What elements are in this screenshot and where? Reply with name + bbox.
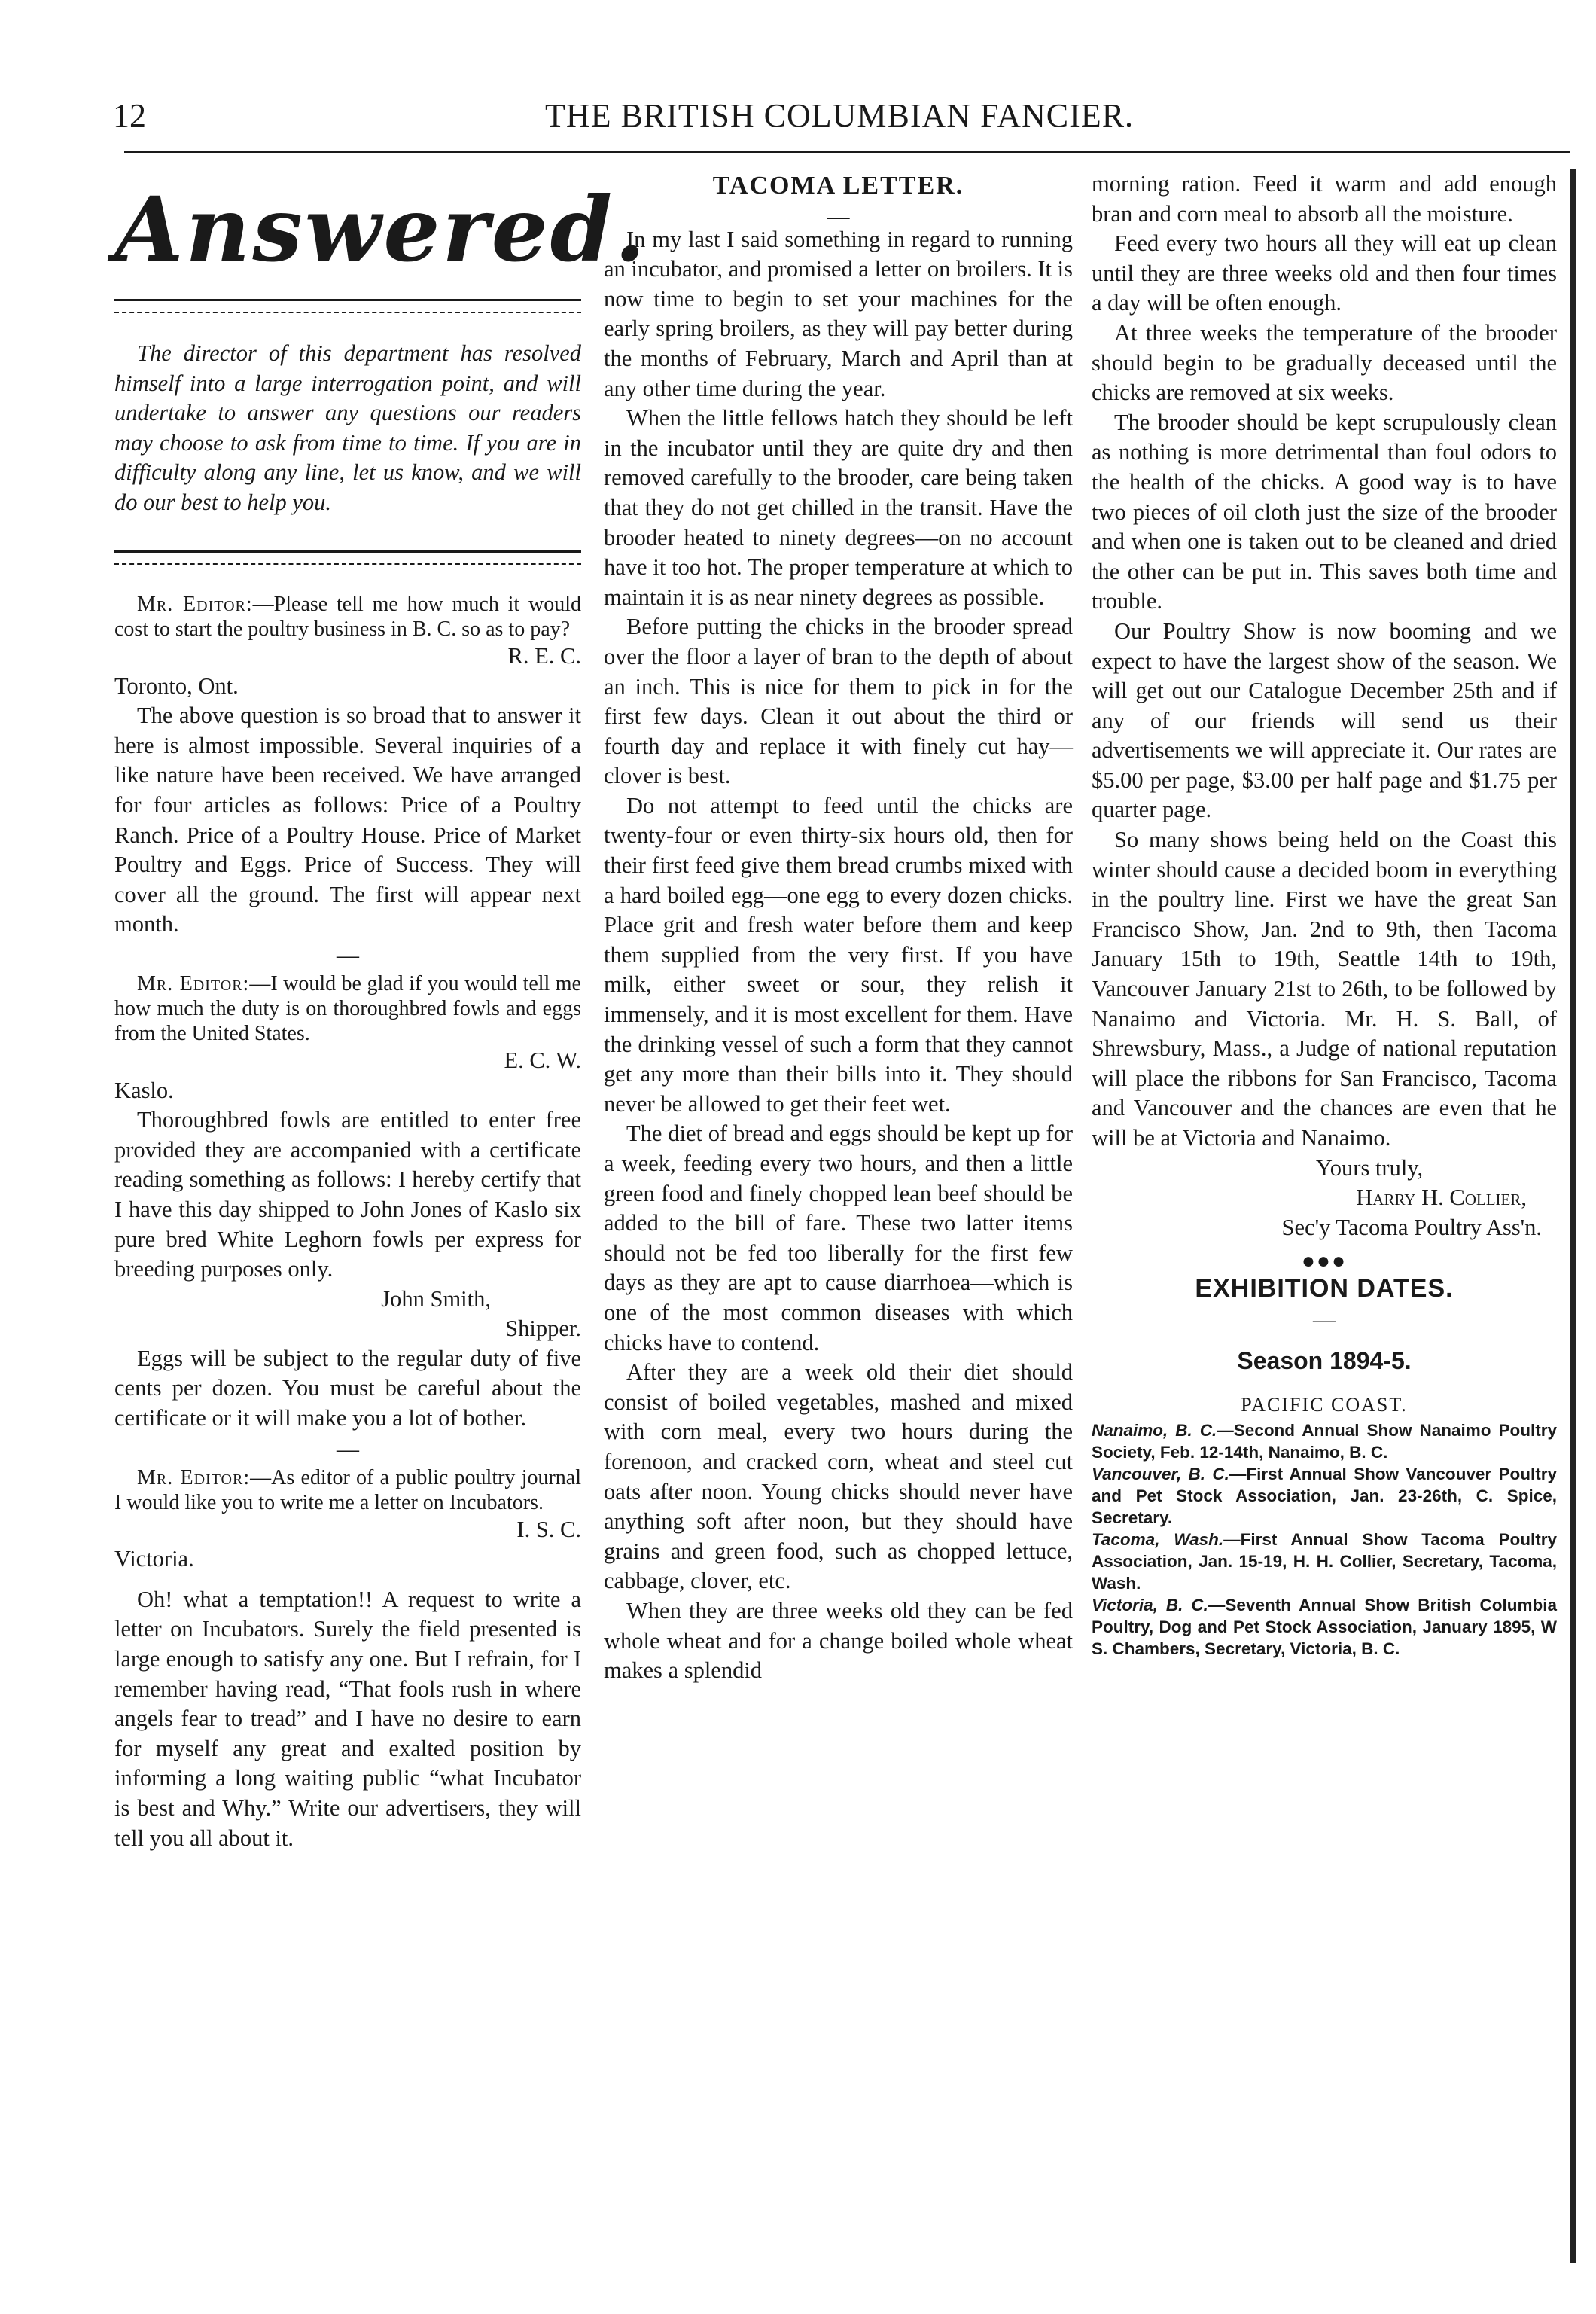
question-2 [114,971,581,1046]
exhibition-entry [1092,1463,1557,1529]
header-rule [124,151,1570,153]
letter-closing: Yours truly, [1315,1154,1424,1181]
answer-1: The above question is so broad that to answer it here is almost impossible. Several inquiries of a like nature have been received. We have arranged for four articles as follows: Price of a Poultry Ranch. Price of a Poultry House. Price of Market Poultry and Eggs. Price of Success. They will cover all the ground. The first will appear next month. [114,703,581,937]
question-text: —Please tell me how much it would cost to start the poultry business in B. C. so as to pay? [114,593,581,641]
column-answered [114,169,648,1853]
tacoma-paragraph: When they are three weeks old they can be fed whole wheat and for a change boiled whole wheat makes a splendid [604,1597,1073,1684]
tacoma-paragraph: The brooder should be kept scrupulously clean as nothing is more detrimental than foul odors to the health of the chicks. A good way is to have two pieces of oil cloth just the size of the brooder and when one is taken out to be cleaned and dried the other can be put in. This saves both time and trouble. [1092,409,1557,614]
question-signature: R. E. C. [507,643,581,669]
ornamental-rule [114,299,581,313]
letter-signer: Harry H. Collier, [1356,1184,1527,1211]
question-salutation: Mr. Editor: [137,1465,251,1489]
answered-heading: Answered. [114,177,648,282]
exhibition-place: Victoria, B. C. [1092,1596,1208,1615]
department-intro: The director of this department has resolved himself into a large interrogation point, and will undertake to answer any questions our readers may choose to ask from time to time. If you are in difficulty along any line, let us know, and we will do our best to help you. [114,340,581,515]
question-place: Kaslo. [114,1077,174,1103]
tacoma-paragraph: At three weeks the temperature of the brooder should begin to be gradually deceased until the chicks are removed at six weeks. [1092,319,1557,406]
question-3 [114,1465,581,1515]
exhibition-entry [1092,1594,1557,1660]
separator-dash: — [337,1436,359,1462]
question-signature: I. S. C. [516,1516,581,1542]
answer-2-continued: Eggs will be subject to the regular duty of five cents per dozen. You must be careful about the certificate or it will make you a lot of bother. [114,1345,581,1431]
season-heading: Season 1894-5. [1237,1346,1412,1374]
page-header [113,96,1566,140]
question-place: Victoria. [114,1546,194,1572]
question-1 [114,592,581,642]
ornamental-rule [114,550,581,565]
question-salutation: Mr. Editor: [137,593,253,616]
certificate-signature-role: Shipper. [505,1316,581,1342]
exhibition-dates-heading: EXHIBITION DATES. [1195,1274,1454,1303]
question-place: Toronto, Ont. [114,672,239,699]
answer-2: Thoroughbred fowls are entitled to enter free provided they are accompanied with a certificate reading something as follows: I hereby certify that I have this day shipped to John Jones of Kaslo six pure bred White Leghorn fowls per express for breeding purposes only. [114,1107,581,1282]
exhibition-entry [1092,1529,1557,1594]
tacoma-paragraph: morning ration. Feed it warm and add enough bran and corn meal to absorb all the moisture. [1092,171,1557,227]
letter-signer-title: Sec'y Tacoma Poultry Ass'n. [1281,1214,1542,1240]
exhibition-list [1092,1419,1557,1660]
tacoma-paragraph: After they are a week old their diet should consist of boiled vegetables, mashed and mixed with corn meal, every two hours during the forenoon, and cracked corn, wheat and steel cut oats after noon. Young chicks should never have anything soft after noon, but they should have grains and green food, such as chopped lettuce, cabbage, clover, etc. [604,1359,1073,1594]
region-heading: PACIFIC COAST. [1241,1393,1408,1416]
tacoma-paragraph: Feed every two hours all they will eat up clean until they are three weeks old and then four times a day will be often enough. [1092,230,1557,316]
running-title: THE BRITISH COLUMBIAN FANCIER. [544,97,1135,134]
tacoma-paragraph: Our Poultry Show is now booming and we expect to have the largest show of the season. We will get out our Catalogue December 25th and if any of our friends will send us their advertisements we will appreciate it. Our rates are $5.00 per page, $3.00 per half page and $1.75 per quarter page. [1092,617,1557,823]
answer-3: Oh! what a temptation!! A request to write a letter on Incubators. Surely the field presented is large enough to satisfy any one. But I refrain, for I remember having read, “That fools rush in where angels fear to tread” and I have no desire to earn for myself any great and exalted position by informing a long waiting public “what Incubator is best and Why.” Write our advertisers, they will tell you all about it. [114,1586,581,1851]
exhibition-place: Nanaimo, B. C. [1092,1421,1217,1441]
separator-dash: — [1313,1306,1336,1332]
tacoma-paragraph: The diet of bread and eggs should be kept up for a week, feeding every two hours, and then a little green food and finely chopped lean beef should be added to the bill of fare. These two latter items should not be fed too liberally for the first few days as they are apt to cause diarrhoea—which is one of the most common diseases with which chicks have to contend. [604,1120,1073,1355]
exhibition-details: —First Annual Show Tacoma Poultry Association, Jan. 15-19, H. H. Collier, Secretary, Tacoma, Wash. [1092,1530,1557,1593]
exhibition-place: Tacoma, Wash. [1092,1530,1224,1550]
separator-dash: — [337,942,359,968]
tacoma-paragraph: So many shows being held on the Coast this winter should cause a decided boom in everything in the poultry line. First we have the great San Francisco Show, Jan. 2nd to 9th, then Tacoma January 15th to 19th, Seattle 14th to 19th, Vancouver January 21st to 26th, to be followed by Nanaimo and Victoria. Mr. H. S. Ball, of Shrewsbury, Mass., a Judge of national reputation will place the ribbons for San Francisco, Tacoma and Vancouver and the chances are even that he will be at Victoria and Nanaimo. [1092,827,1557,1151]
exhibition-details: —Second Annual Show Nanaimo Poultry Society, Feb. 12-14th, Nanaimo, B. C. [1092,1421,1557,1462]
page-number: 12 [113,97,146,134]
column-tacoma-continued [1092,169,1557,1660]
question-signature: E. C. W. [504,1047,581,1073]
certificate-signature: John Smith, [381,1285,491,1312]
page-edge-shadow [1570,169,1576,2263]
tacoma-paragraph: When the little fellows hatch they should be left in the incubator until they are quite dry and then removed carefully to the brooder, care being taken that they do not get chilled in the transit. Have the brooder heated to ninety degrees—on no account have it too hot. The proper temperature at which to maintain it is as near ninety degrees as possible. [604,405,1073,610]
tacoma-paragraph: Do not attempt to feed until the chicks are twenty-four or even thirty-six hours old, then for their first feed give them bread crumbs mixed with a hard boiled egg—one egg to every dozen chicks. Place grit and fresh water before them and keep them supplied from the very first. If you have milk, either sweet or sour, they relish it immensely, and it is most excellent for them. Have the drinking vessel of such a form that they cannot get any more than their bills into it. They should never be allowed to get their feet wet. [604,792,1073,1117]
exhibition-details: —Seventh Annual Show British Columbia Poultry, Dog and Pet Stock Association, January 1895, W S. Chambers, Secretary, Victoria, B. C. [1092,1596,1558,1659]
question-text: —As editor of a public poultry journal I would like you to write me a letter on Incubators. [114,1465,581,1514]
question-text: —I would be glad if you would tell me how much the duty is on thoroughbred fowls and eggs from the United States. [114,971,581,1045]
separator-dash: — [827,203,850,229]
exhibition-details: —First Annual Show Vancouver Poultry and Pet Stock Association, Jan. 23-26th, C. Spice, Secretary. [1092,1465,1557,1528]
question-salutation: Mr. Editor: [137,971,250,995]
tacoma-letter-heading: TACOMA LETTER. [712,172,964,200]
exhibition-entry [1092,1419,1557,1463]
column-tacoma-letter [604,169,1073,1686]
exhibition-place: Vancouver, B. C. [1092,1465,1229,1484]
tacoma-paragraph: In my last I said something in regard to running an incubator, and promised a letter on broilers. It is now time to begin to set your machines for the early spring broilers, as they will pay better during the months of February, March and April than at any other time during the year. [604,226,1074,401]
ornament-dots: ●●● [1301,1248,1348,1274]
tacoma-paragraph: Before putting the chicks in the brooder spread over the floor a layer of bran to the depth of about an inch. This is nice for them to pick in for the first few days. Clean it out about the third or fourth day and replace it with finely cut hay—clover is best. [604,614,1073,789]
